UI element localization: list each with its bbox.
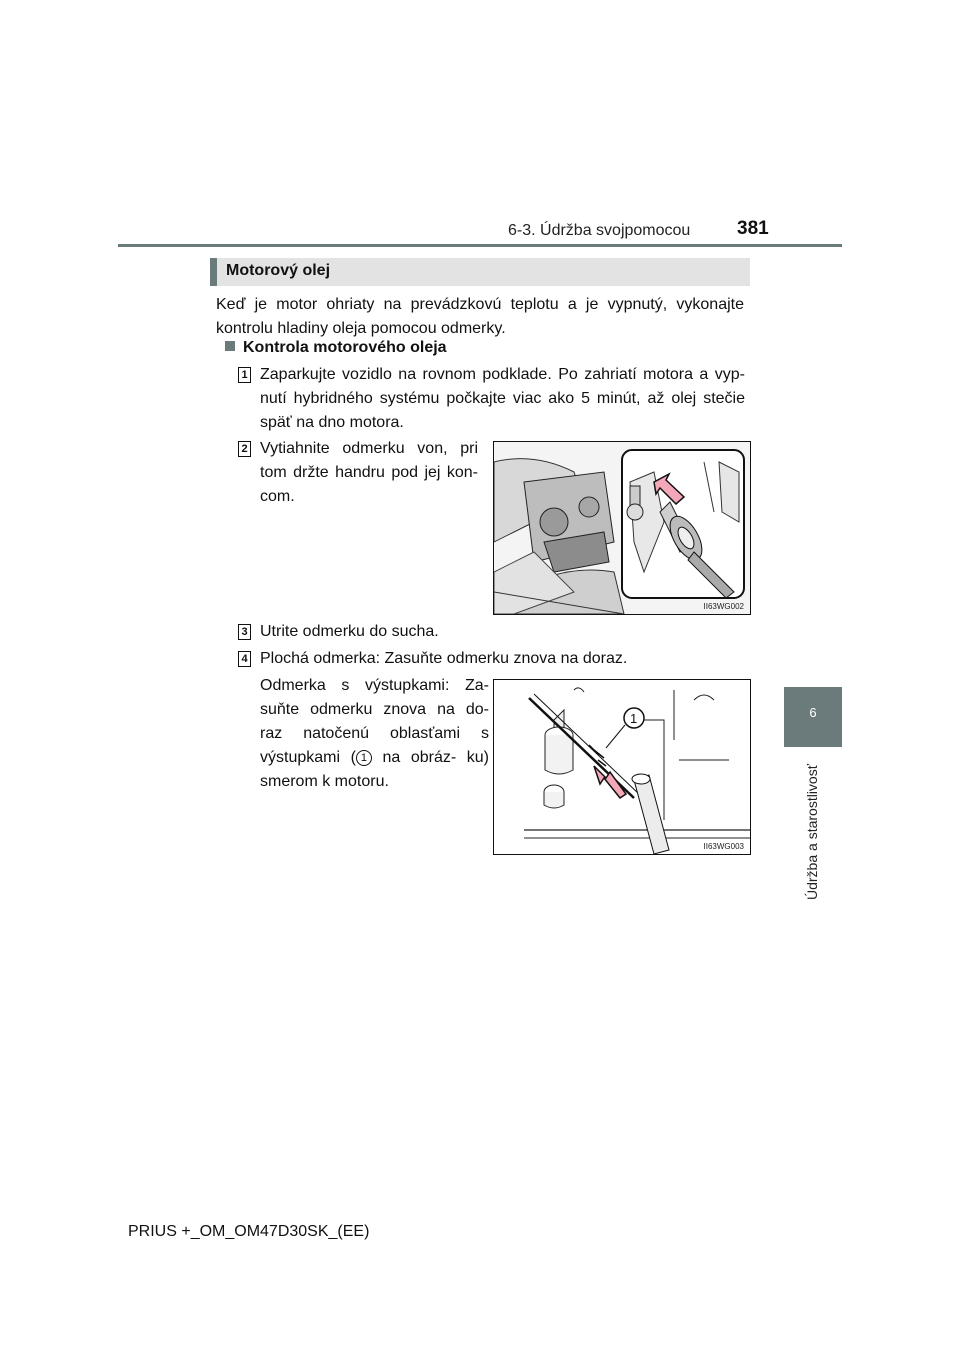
engine-bay-illustration [494, 442, 750, 614]
intro-paragraph: Keď je motor ohriaty na prevádzkovú teplotu a je vypnutý, vykonajte kontrolu hladiny oleja pomocou odmerky. [216, 296, 744, 337]
chapter-label: Údržba a starostlivosť [804, 764, 820, 900]
step-number-2: 2 [238, 441, 251, 457]
subsection-title: Kontrola motorového oleja [243, 339, 447, 356]
step-4-extra-before: Odmerka s výstupkami: Za- suňte odmerku znova na do- raz natočenú oblasťami s výstupkami ( [260, 677, 489, 766]
figure-code: II63WG002 [703, 602, 744, 611]
running-header-section: 6-3. Údržba svojpomocou [508, 222, 691, 239]
page-number: 381 [737, 218, 769, 239]
step-number-4: 4 [238, 651, 251, 667]
chapter-tab-label-box [784, 750, 842, 910]
chapter-number: 6 [809, 705, 817, 720]
chapter-tab [784, 687, 842, 747]
figure-code: II63WG003 [703, 842, 744, 851]
footer-doc-id: PRIUS +_OM_OM47D30SK_(EE) [128, 1223, 370, 1240]
step-2-text: Vytiahnite odmerku von, pri tom držte handru pod jej kon- com. [260, 440, 478, 505]
step-1-text: Zaparkujte vozidlo na rovnom podklade. Po zahriatí motora a vyp- nutí hybridného systému počkajte viac ako 5 minút, až olej stečie späť na dno motora. [260, 366, 745, 431]
section-stripe [210, 258, 217, 286]
step-4-text: Plochá odmerka: Zasuňte odmerku znova na doraz. [260, 650, 628, 667]
callout-1-icon: 1 [356, 750, 372, 766]
dipstick-insert-illustration [494, 680, 750, 854]
step-4-extra-text [260, 674, 489, 794]
step-number-1: 1 [238, 367, 251, 383]
square-bullet-icon [225, 341, 235, 351]
header-rule [118, 244, 842, 247]
step-number-3: 3 [238, 624, 251, 640]
subsection-heading [225, 339, 447, 357]
section-title: Motorový olej [226, 262, 331, 279]
figure-dipstick-insert [493, 679, 751, 855]
section-title-bar [210, 258, 750, 286]
step-3-text: Utrite odmerku do sucha. [260, 623, 439, 640]
figure-callout-label: 1 [630, 711, 638, 726]
step-4-extra-after: na obráz- ku) smerom k motoru. [260, 749, 489, 790]
figure-dipstick-pull [493, 441, 751, 615]
